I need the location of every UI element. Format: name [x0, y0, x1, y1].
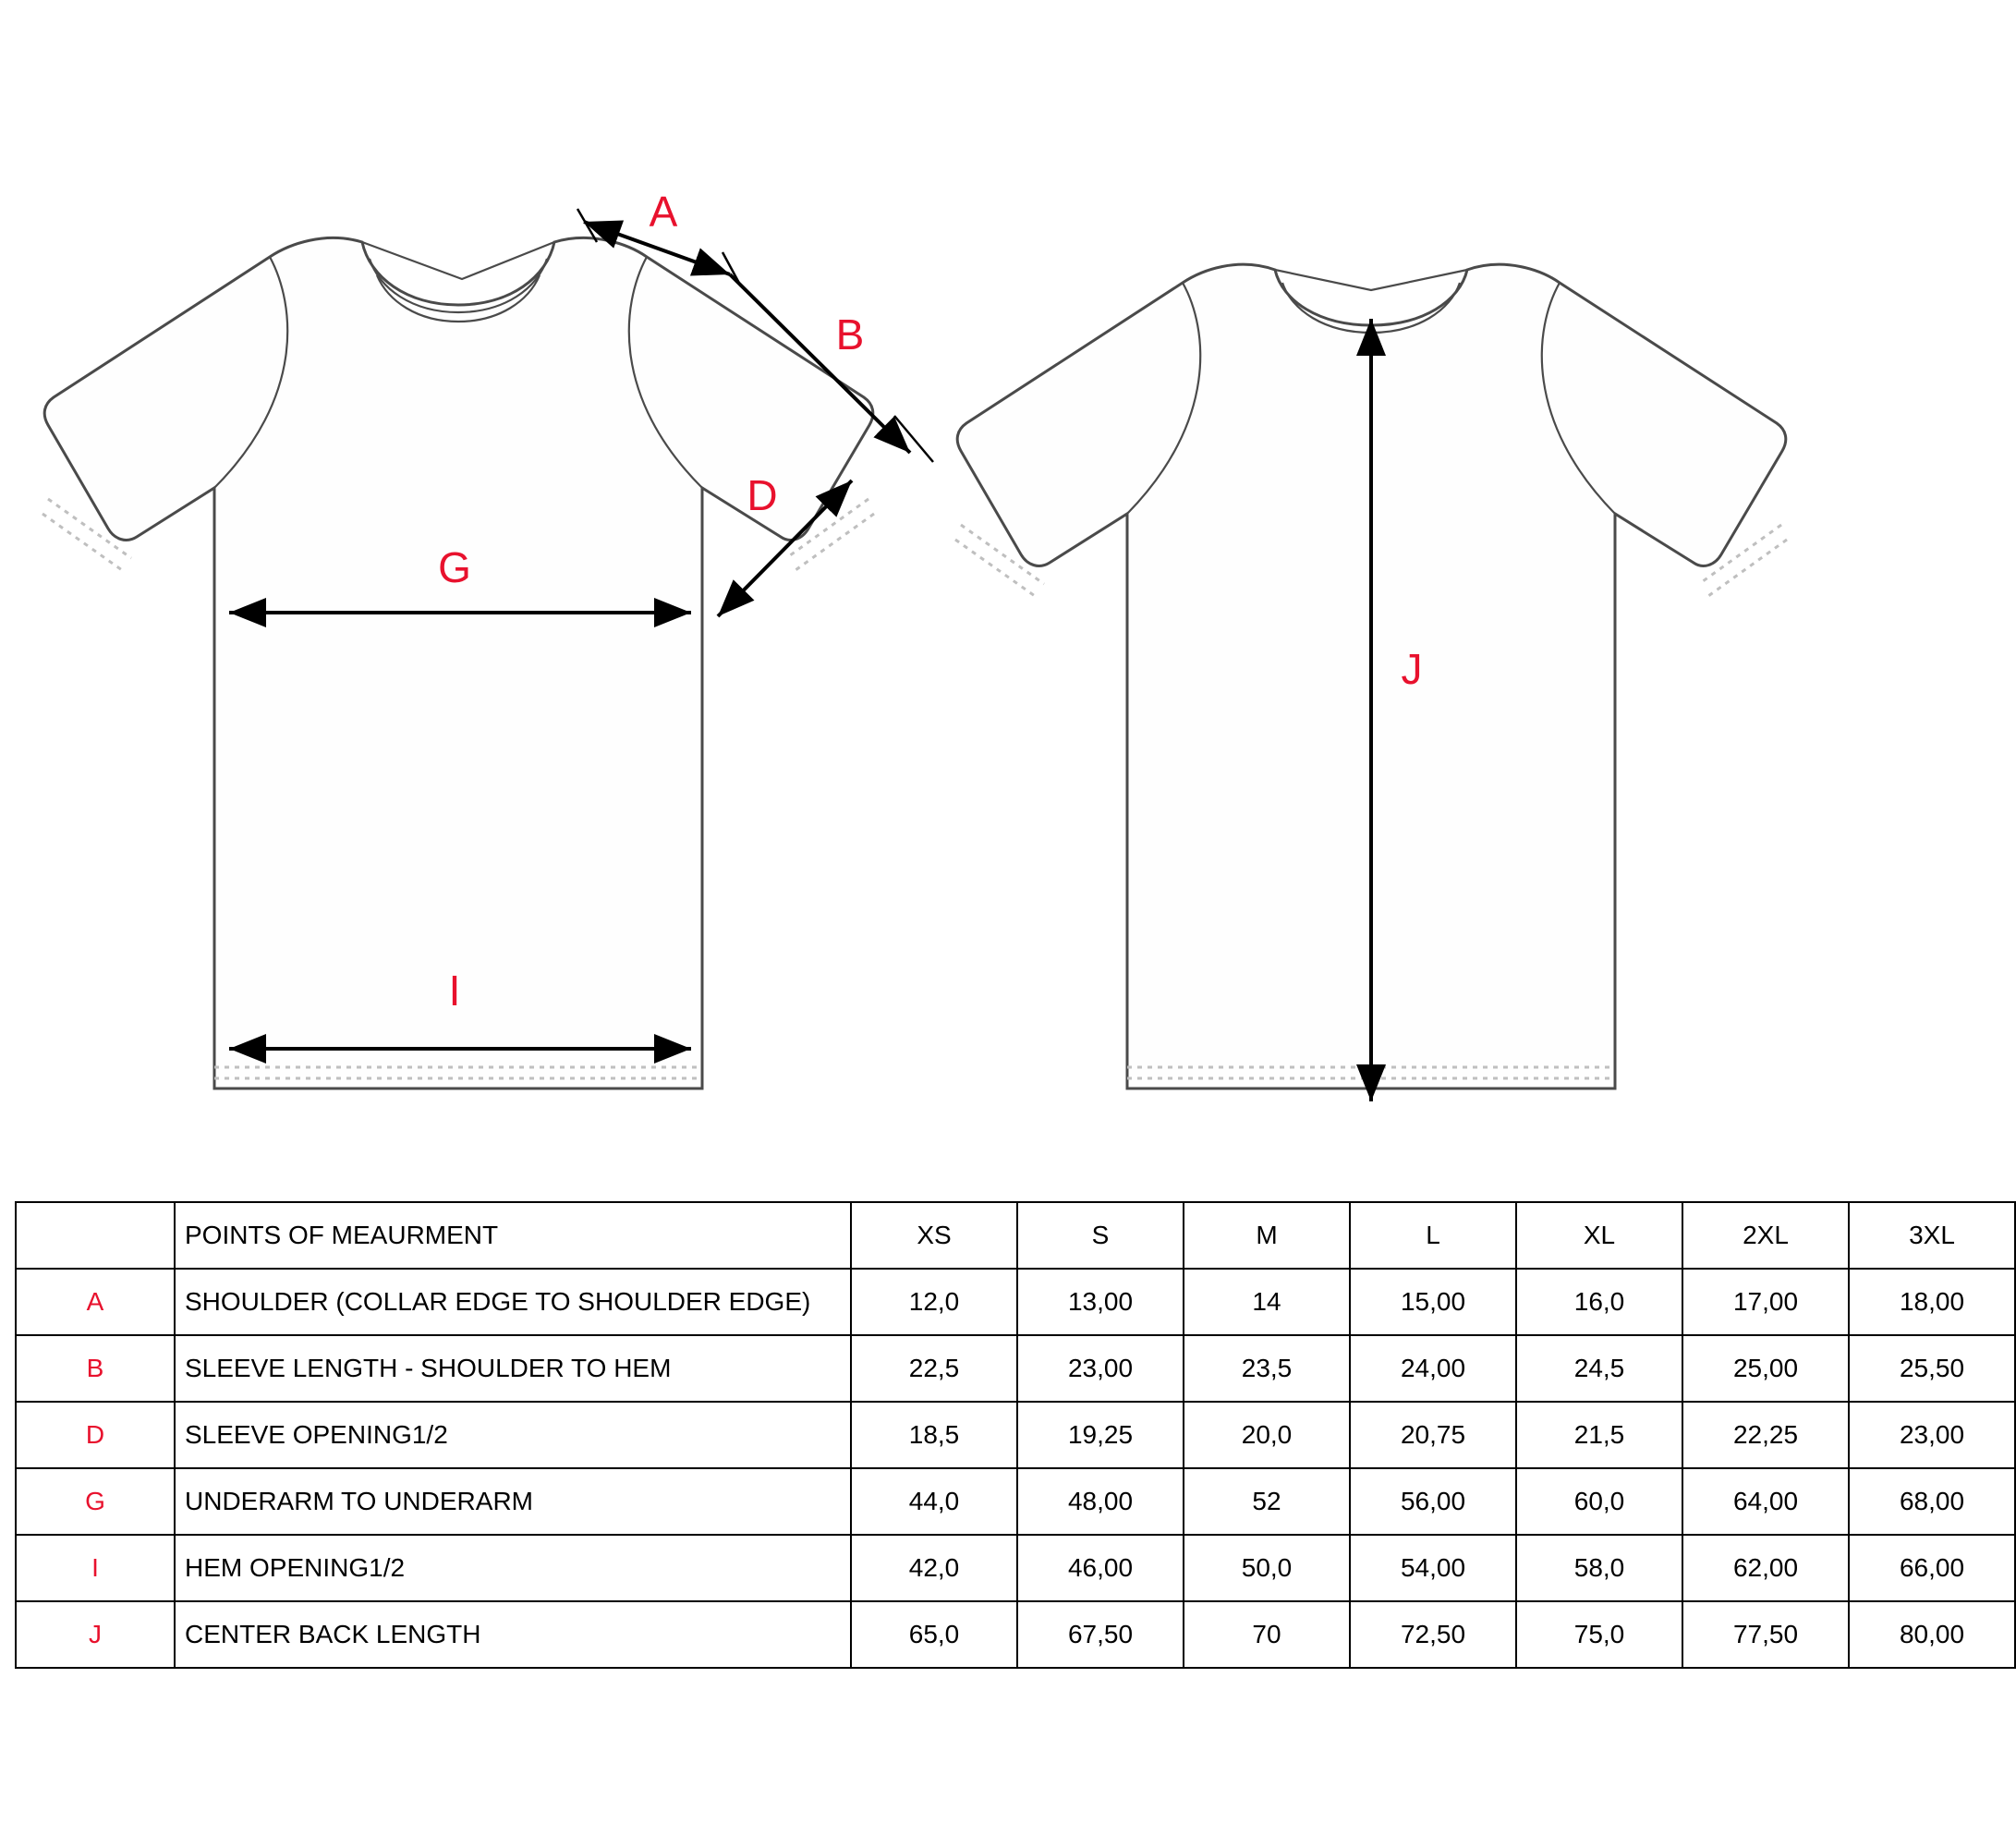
- cell-g-m: 52: [1184, 1468, 1350, 1535]
- row-description-a: SHOULDER (COLLAR EDGE TO SHOULDER EDGE): [175, 1269, 851, 1335]
- cell-b-l: 24,00: [1350, 1335, 1516, 1402]
- row-description-d: SLEEVE OPENING1/2: [175, 1402, 851, 1468]
- cell-a-l: 15,00: [1350, 1269, 1516, 1335]
- dimension-label-d: D: [747, 471, 778, 519]
- header-size-3xl: 3XL: [1849, 1202, 2015, 1269]
- table-row: [16, 1468, 2015, 1535]
- cell-j-xs: 65,0: [851, 1601, 1017, 1668]
- cell-a-m: 14: [1184, 1269, 1350, 1335]
- cell-d-s: 19,25: [1017, 1402, 1184, 1468]
- cell-g-2xl: 64,00: [1682, 1468, 1849, 1535]
- row-key-b: B: [16, 1335, 175, 1402]
- row-key-i: I: [16, 1535, 175, 1601]
- cell-b-3xl: 25,50: [1849, 1335, 2015, 1402]
- cell-j-m: 70: [1184, 1601, 1350, 1668]
- header-key: [16, 1202, 175, 1269]
- cell-i-s: 46,00: [1017, 1535, 1184, 1601]
- size-chart-table: [15, 1201, 2016, 1669]
- dimension-label-b: B: [835, 310, 865, 359]
- cell-b-xl: 24,5: [1516, 1335, 1682, 1402]
- cell-g-l: 56,00: [1350, 1468, 1516, 1535]
- header-size-xs: XS: [851, 1202, 1017, 1269]
- cell-d-xs: 18,5: [851, 1402, 1017, 1468]
- cell-j-xl: 75,0: [1516, 1601, 1682, 1668]
- header-size-m: M: [1184, 1202, 1350, 1269]
- cell-g-xl: 60,0: [1516, 1468, 1682, 1535]
- table-row: [16, 1269, 2015, 1335]
- row-description-g: UNDERARM TO UNDERARM: [175, 1468, 851, 1535]
- cell-j-l: 72,50: [1350, 1601, 1516, 1668]
- cell-a-s: 13,00: [1017, 1269, 1184, 1335]
- cell-d-2xl: 22,25: [1682, 1402, 1849, 1468]
- table-row: [16, 1335, 2015, 1402]
- cell-d-xl: 21,5: [1516, 1402, 1682, 1468]
- row-description-b: SLEEVE LENGTH - SHOULDER TO HEM: [175, 1335, 851, 1402]
- header-size-xl: XL: [1516, 1202, 1682, 1269]
- row-description-i: HEM OPENING1/2: [175, 1535, 851, 1601]
- table-row: [16, 1535, 2015, 1601]
- cell-i-xs: 42,0: [851, 1535, 1017, 1601]
- cell-d-m: 20,0: [1184, 1402, 1350, 1468]
- t-shirt-back-illustration: [955, 264, 1787, 1101]
- cell-d-l: 20,75: [1350, 1402, 1516, 1468]
- dimension-label-g: G: [438, 543, 471, 591]
- row-key-a: A: [16, 1269, 175, 1335]
- cell-g-xs: 44,0: [851, 1468, 1017, 1535]
- header-points-of-measurement: POINTS OF MEAURMENT: [175, 1202, 851, 1269]
- cell-i-2xl: 62,00: [1682, 1535, 1849, 1601]
- cell-b-2xl: 25,00: [1682, 1335, 1849, 1402]
- cell-j-3xl: 80,00: [1849, 1601, 2015, 1668]
- cell-d-3xl: 23,00: [1849, 1402, 2015, 1468]
- header-size-s: S: [1017, 1202, 1184, 1269]
- row-key-d: D: [16, 1402, 175, 1468]
- cell-a-xl: 16,0: [1516, 1269, 1682, 1335]
- cell-a-2xl: 17,00: [1682, 1269, 1849, 1335]
- dimension-label-i: I: [448, 967, 461, 1015]
- cell-i-xl: 58,0: [1516, 1535, 1682, 1601]
- table-row: [16, 1402, 2015, 1468]
- dimension-label-a: A: [649, 188, 678, 236]
- table-header-row: [16, 1202, 2015, 1269]
- cell-a-xs: 12,0: [851, 1269, 1017, 1335]
- row-description-j: CENTER BACK LENGTH: [175, 1601, 851, 1668]
- dimension-label-j: J: [1401, 645, 1423, 693]
- header-size-l: L: [1350, 1202, 1516, 1269]
- size-chart-table-wrapper: [15, 1201, 1965, 1669]
- cell-a-3xl: 18,00: [1849, 1269, 2015, 1335]
- cell-g-3xl: 68,00: [1849, 1468, 2015, 1535]
- header-size-2xl: 2XL: [1682, 1202, 1849, 1269]
- t-shirt-front-illustration: [43, 188, 933, 1088]
- row-key-j: J: [16, 1601, 175, 1668]
- cell-j-s: 67,50: [1017, 1601, 1184, 1668]
- cell-b-s: 23,00: [1017, 1335, 1184, 1402]
- cell-i-3xl: 66,00: [1849, 1535, 2015, 1601]
- cell-j-2xl: 77,50: [1682, 1601, 1849, 1668]
- cell-g-s: 48,00: [1017, 1468, 1184, 1535]
- row-key-g: G: [16, 1468, 175, 1535]
- cell-i-l: 54,00: [1350, 1535, 1516, 1601]
- cell-b-m: 23,5: [1184, 1335, 1350, 1402]
- cell-i-m: 50,0: [1184, 1535, 1350, 1601]
- cell-b-xs: 22,5: [851, 1335, 1017, 1402]
- table-row: [16, 1601, 2015, 1668]
